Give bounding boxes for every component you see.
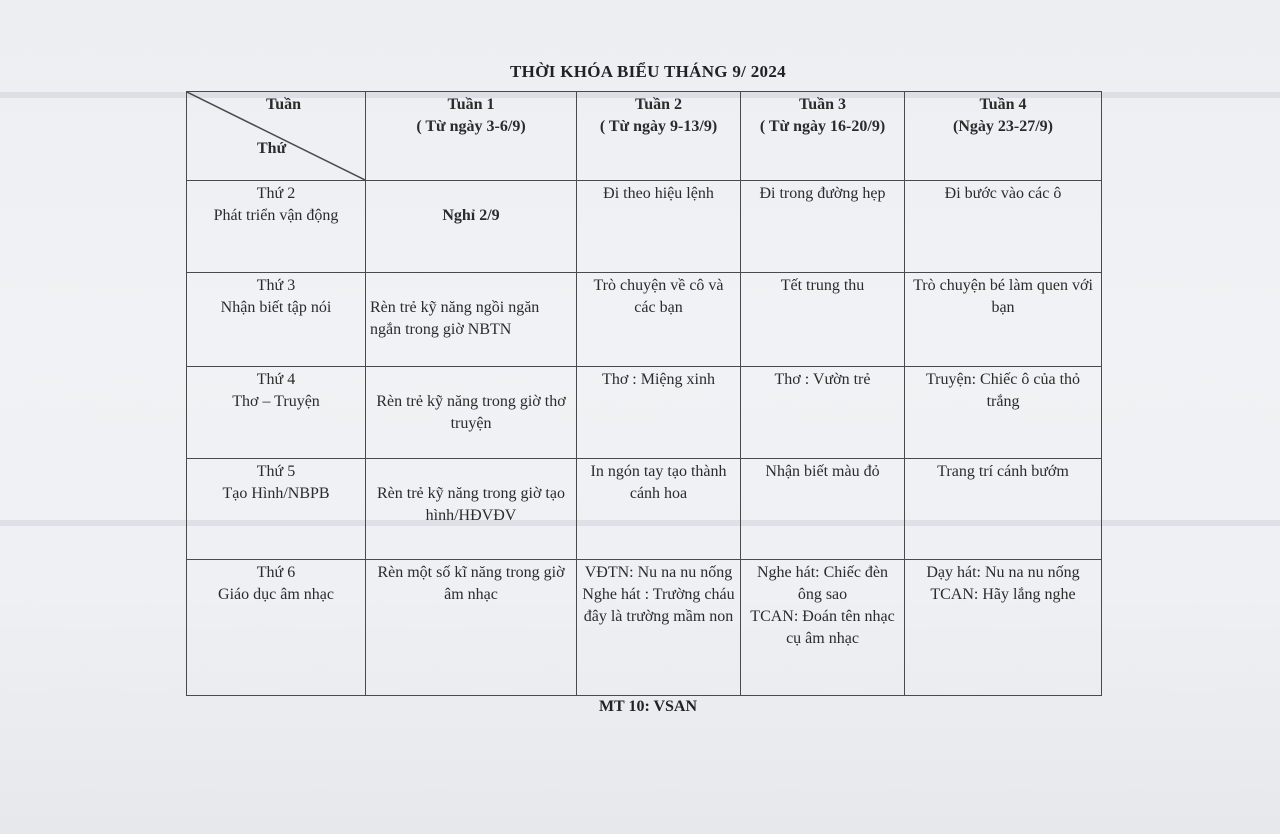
week-range: ( Từ ngày 9-13/9) xyxy=(599,118,718,135)
schedule-cell: In ngón tay tạo thành cánh hoa xyxy=(577,459,741,560)
subject-label: Giáo dục âm nhạc xyxy=(218,586,334,603)
schedule-cell: Trò chuyện về cô và các bạn xyxy=(577,273,741,367)
schedule-cell: Trò chuyện bé làm quen với bạn xyxy=(905,273,1102,367)
cell-text: Nghe hát : Trường cháu đây là trường mầm non xyxy=(582,586,735,625)
table-row xyxy=(187,367,1102,459)
week-name: Tuần 2 xyxy=(635,96,682,113)
schedule-cell: Nhận biết màu đỏ xyxy=(741,459,905,560)
cell-text: TCAN: Hãy lắng nghe xyxy=(930,586,1076,603)
week-header-1 xyxy=(366,92,577,181)
table-row xyxy=(187,181,1102,273)
table-row xyxy=(187,273,1102,367)
schedule-cell: Tết trung thu xyxy=(741,273,905,367)
schedule-cell: Đi bước vào các ô xyxy=(905,181,1102,273)
page-title: THỜI KHÓA BIỂU THÁNG 9/ 2024 xyxy=(510,62,786,81)
subject-label: Tạo Hình/NBPB xyxy=(222,485,330,502)
schedule-cell: Trang trí cánh bướm xyxy=(905,459,1102,560)
table-row xyxy=(187,459,1102,560)
week-range: ( Từ ngày 16-20/9) xyxy=(759,118,886,135)
week-range: ( Từ ngày 3-6/9) xyxy=(416,118,526,135)
schedule-cell xyxy=(577,560,741,696)
cell-text: Dạy hát: Nu na nu nống xyxy=(926,564,1080,581)
day-label: Thứ 4 xyxy=(256,371,296,388)
cell-text: Rèn một số kĩ năng trong giờ âm nhạc xyxy=(377,564,565,603)
schedule-cell: Rèn trẻ kỹ năng trong giờ thơ truyện xyxy=(366,367,577,459)
week-name: Tuần 4 xyxy=(979,96,1027,113)
week-header-2 xyxy=(577,92,741,181)
schedule-cell xyxy=(905,560,1102,696)
corner-week-label: Tuần xyxy=(266,96,301,113)
week-header-3 xyxy=(741,92,905,181)
week-header-4 xyxy=(905,92,1102,181)
row-header xyxy=(187,273,366,367)
day-label: Thứ 6 xyxy=(256,564,296,581)
cell-text: Nghe hát: Chiếc đèn ông sao xyxy=(756,564,889,603)
schedule-cell: Thơ : Vườn trẻ xyxy=(741,367,905,459)
schedule-cell: Rèn trẻ kỹ năng ngồi ngăn ngắn trong giờ NBTN xyxy=(366,273,577,367)
footer-note: MT 10: VSAN xyxy=(598,698,698,715)
cell-text: VĐTN: Nu na nu nống xyxy=(584,564,733,581)
schedule-cell: Thơ : Miệng xinh xyxy=(577,367,741,459)
row-header xyxy=(187,560,366,696)
schedule-cell xyxy=(741,560,905,696)
row-header xyxy=(187,181,366,273)
schedule-cell: Đi trong đường hẹp xyxy=(741,181,905,273)
schedule-cell: Rèn trẻ kỹ năng trong giờ tạo hình/HĐVĐV xyxy=(366,459,577,560)
day-label: Thứ 2 xyxy=(256,185,296,202)
schedule-cell: Đi theo hiệu lệnh xyxy=(577,181,741,273)
schedule-table xyxy=(186,91,1102,696)
row-header xyxy=(187,459,366,560)
day-label: Thứ 3 xyxy=(256,277,296,294)
table-row xyxy=(187,560,1102,696)
subject-label: Thơ – Truyện xyxy=(232,393,320,410)
subject-label: Nhận biết tập nói xyxy=(220,299,332,316)
schedule-cell xyxy=(366,560,577,696)
schedule-cell: Nghỉ 2/9 xyxy=(366,181,577,273)
corner-cell xyxy=(187,92,366,181)
day-label: Thứ 5 xyxy=(256,463,296,480)
header-row xyxy=(187,92,1102,181)
schedule-cell: Truyện: Chiếc ô của thỏ trắng xyxy=(905,367,1102,459)
subject-label: Phát triển vận động xyxy=(213,207,339,224)
week-name: Tuần 1 xyxy=(447,96,495,113)
cell-text: TCAN: Đoán tên nhạc cụ âm nhạc xyxy=(750,608,895,647)
corner-day-label: Thứ xyxy=(257,140,287,157)
week-range: (Ngày 23-27/9) xyxy=(953,118,1053,135)
row-header xyxy=(187,367,366,459)
week-name: Tuần 3 xyxy=(799,96,846,113)
